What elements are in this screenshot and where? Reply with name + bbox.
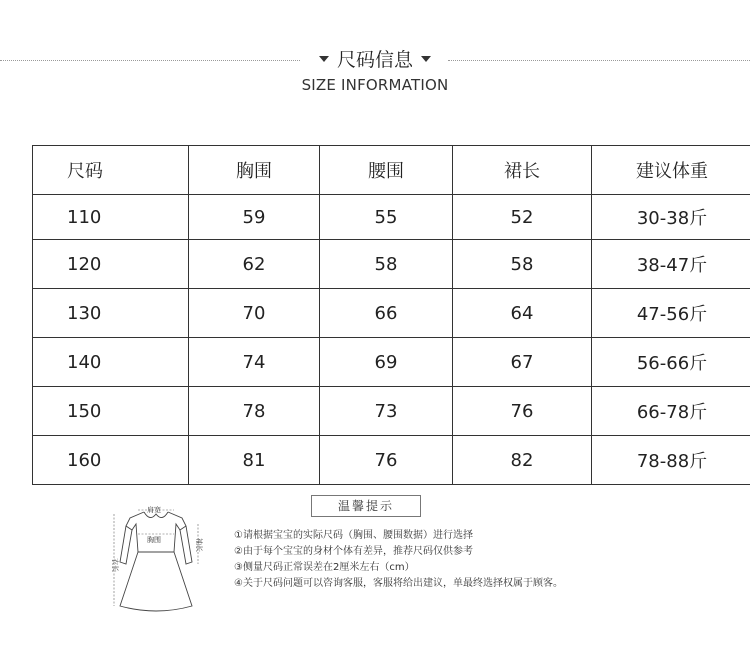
list-item: ①请根据宝宝的实际尺码（胸围、腰围数据）进行选择 [234, 530, 473, 541]
dress-measurement-diagram [104, 500, 208, 618]
cell-skirt-length: 67 [453, 338, 592, 387]
triangle-down-icon [421, 56, 431, 62]
cell-chest: 78 [189, 387, 320, 436]
table-row [33, 387, 750, 436]
cell-waist: 66 [320, 289, 453, 338]
header-skirt-length: 裙长 [453, 146, 592, 195]
cell-waist: 73 [320, 387, 453, 436]
cell-waist: 55 [320, 195, 453, 240]
cell-size: 130 [33, 289, 189, 338]
list-item: ③侧量尺码正常误差在2厘米左右（cm） [234, 562, 415, 573]
list-item: ④关于尺码问题可以咨询客服，客服将给出建议，单最终选择权属于顾客。 [234, 578, 563, 589]
length-label: 衣长 [111, 558, 119, 572]
cell-size: 110 [33, 195, 189, 240]
cell-chest: 81 [189, 436, 320, 485]
header-chest: 胸围 [189, 146, 320, 195]
cell-weight: 38-47斤 [592, 240, 750, 289]
cell-chest: 62 [189, 240, 320, 289]
table-row [33, 338, 750, 387]
cell-size: 150 [33, 387, 189, 436]
table-row [33, 195, 750, 240]
cell-size: 140 [33, 338, 189, 387]
cell-skirt-length: 58 [453, 240, 592, 289]
cell-weight: 66-78斤 [592, 387, 750, 436]
tips-list [234, 528, 563, 592]
cell-weight: 78-88斤 [592, 436, 750, 485]
cell-chest: 74 [189, 338, 320, 387]
cell-size: 120 [33, 240, 189, 289]
shoulder-width-label: 肩宽 [147, 506, 161, 514]
header-waist: 腰围 [320, 146, 453, 195]
cell-skirt-length: 82 [453, 436, 592, 485]
cell-chest: 59 [189, 195, 320, 240]
section-header [0, 40, 750, 100]
cell-size: 160 [33, 436, 189, 485]
header-title-row [0, 48, 750, 72]
cell-skirt-length: 64 [453, 289, 592, 338]
table-row [33, 240, 750, 289]
cell-waist: 69 [320, 338, 453, 387]
table-row [33, 436, 750, 485]
sleeve-label: 袖长 [195, 538, 203, 552]
cell-weight: 56-66斤 [592, 338, 750, 387]
header-size: 尺码 [33, 146, 189, 195]
tips-title: 温馨提示 [311, 495, 421, 517]
page-subtitle: SIZE INFORMATION [301, 76, 449, 94]
cell-weight: 30-38斤 [592, 195, 750, 240]
cell-skirt-length: 76 [453, 387, 592, 436]
cell-waist: 58 [320, 240, 453, 289]
size-table [32, 145, 750, 485]
table-row [33, 289, 750, 338]
cell-chest: 70 [189, 289, 320, 338]
triangle-down-icon [319, 56, 329, 62]
cell-skirt-length: 52 [453, 195, 592, 240]
cell-weight: 47-56斤 [592, 289, 750, 338]
page-title: 尺码信息 [336, 49, 413, 71]
chest-label: 胸围 [147, 536, 161, 544]
cell-waist: 76 [320, 436, 453, 485]
list-item: ②由于每个宝宝的身材个体有差异，推荐尺码仅供参考 [234, 546, 473, 557]
header-weight: 建议体重 [592, 146, 750, 195]
table-header-row [33, 146, 750, 195]
